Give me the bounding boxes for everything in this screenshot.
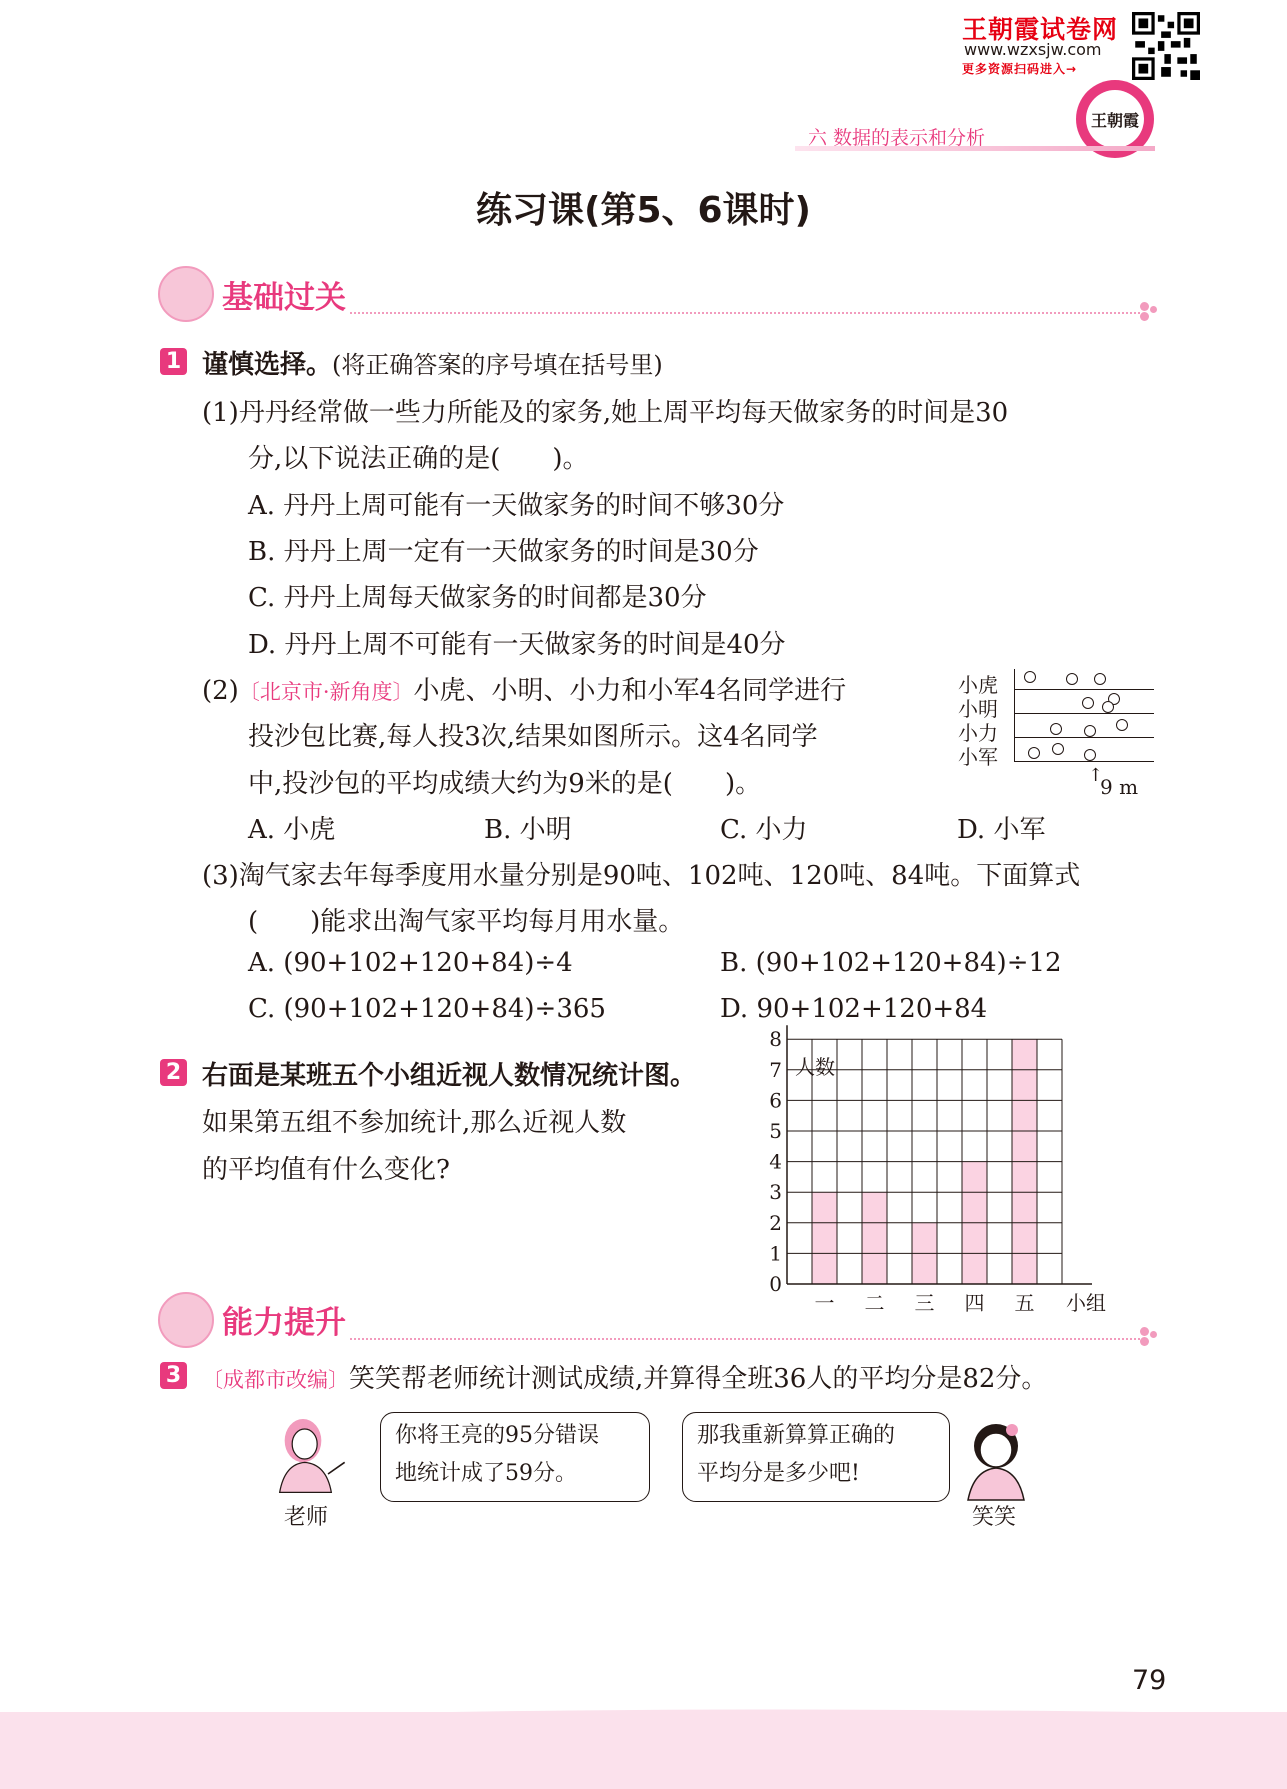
bar [812,1192,837,1284]
question-number: 2 [160,1059,187,1086]
throw-dot-plot [958,665,1158,805]
question-number: 3 [160,1362,187,1389]
qr-code-icon [1132,12,1200,80]
dot-plot-point [1066,673,1078,685]
q1-2-option-c: C. 小力 [720,815,808,845]
section-title-advanced: 能力提升 [222,1305,346,1341]
q1-1-line2: 分,以下说法正确的是( )。 [248,444,589,474]
bar [862,1192,887,1284]
y-tick-label: 8 [769,1027,782,1052]
question-1-title: 谨慎选择。 [202,350,333,380]
x-tick-label: 五 [1014,1291,1035,1315]
student-figure-icon [955,1420,1035,1500]
q1-3-line1: (3)淘气家去年每季度用水量分别是90吨、102吨、120吨、84吨。下面算式 [202,861,1081,891]
q1-2-text: 小虎、小明、小力和小军4名同学进行 [413,676,847,706]
q1-1-option-d: D. 丹丹上周不可能有一天做家务的时间是40分 [248,630,786,660]
q1-3-option-d: D. 90+102+120+84 [720,994,988,1024]
q1-2-option-b: B. 小明 [484,815,572,845]
teacher-speech-line: 地统计成了59分。 [395,1461,577,1486]
section-mascot-icon [158,1292,214,1348]
q1-1-line1: (1)丹丹经常做一些力所能及的家务,她上周平均每天做家务的时间是30 [202,398,1009,428]
y-axis-label: 人数 [795,1055,835,1079]
dot-plot-point [1082,697,1094,709]
dot-plot-line [1014,713,1154,714]
q1-2-line2: 投沙包比赛,每人投3次,结果如图所示。这4名同学 [248,722,818,752]
q1-2-option-a: A. 小虎 [248,815,336,845]
dot-plot-name: 小力 [958,721,998,745]
teacher-speech-line: 你将王亮的95分错误 [395,1423,599,1448]
section-divider [350,312,1140,314]
section-dot [1140,1327,1149,1336]
x-tick-label: 一 [814,1291,835,1315]
y-tick-label: 3 [769,1180,782,1205]
q1-3-option-c: C. (90+102+120+84)÷365 [248,994,606,1024]
teacher-figure-icon [268,1408,348,1500]
q1-3-option-a: A. (90+102+120+84)÷4 [248,948,573,978]
brand-name: 王朝霞试卷网 [962,15,1119,44]
student-label: 笑笑 [972,1505,1017,1530]
student-speech-bubble [682,1412,950,1502]
x-tick-label: 三 [914,1291,935,1315]
section-mascot-icon [158,266,214,322]
section-title-basic: 基础过关 [222,280,346,316]
student-speech-line: 那我重新算算正确的 [697,1423,896,1448]
x-tick-label: 二 [864,1291,885,1315]
section-divider [350,1338,1140,1340]
dot-plot-line [1014,737,1154,738]
dot-plot-name: 小明 [958,697,998,721]
teacher-label: 老师 [284,1505,329,1530]
y-tick-label: 5 [769,1119,782,1143]
dot-plot-point [1028,747,1040,759]
q1-1-option-b: B. 丹丹上周一定有一天做家务的时间是30分 [248,537,759,567]
y-tick-label: 7 [769,1057,782,1082]
q3-source: 〔成都市改编〕 [202,1368,349,1392]
y-tick-label: 2 [769,1210,782,1235]
q1-2-source: 〔北京市·新角度〕 [238,680,414,704]
brand-seal-text: 王朝霞 [1086,90,1144,148]
brand-url: www.wzxsjw.com [964,40,1102,59]
page-number: 79 [1132,1665,1167,1696]
y-tick-label: 0 [769,1272,782,1296]
q1-1-option-c: C. 丹丹上周每天做家务的时间都是30分 [248,583,707,613]
dot-plot-line [1014,761,1154,762]
question-2-line2: 如果第五组不参加统计,那么近视人数 [202,1108,627,1138]
section-dot [1140,302,1149,311]
question-1-note: (将正确答案的序号填在括号里) [332,351,663,379]
chapter-title: 六 数据的表示和分析 [808,127,986,149]
dot-plot-point [1094,673,1106,685]
y-tick-label: 1 [769,1241,782,1266]
dot-plot-marker: 9 m [1100,775,1139,799]
q1-1-option-a: A. 丹丹上周可能有一天做家务的时间不够30分 [248,491,785,521]
q1-3-option-b: B. (90+102+120+84)÷12 [720,948,1062,978]
q1-2-line3: 中,投沙包的平均成绩大约为9米的是( )。 [248,769,762,799]
dot-plot-point [1052,743,1064,755]
student-speech-line: 平均分是多少吧! [697,1461,860,1486]
question-number: 1 [160,348,187,375]
up-arrow-icon: ↑ [1088,765,1104,786]
q1-3-line2: ( )能求出淘气家平均每月用水量。 [248,907,685,937]
y-tick-label: 4 [769,1149,782,1174]
myopia-bar-chart [760,1027,1160,1320]
q3-body: 笑笑帮老师统计测试成绩,并算得全班36人的平均分是82分。 [349,1364,1048,1394]
teacher-speech-bubble [380,1412,650,1502]
question-2-line3: 的平均值有什么变化? [202,1155,450,1185]
dot-plot-axis [1014,669,1015,761]
footer-band [0,1712,1287,1789]
y-tick-label: 6 [769,1088,782,1113]
section-dot [1140,312,1149,321]
question-3-text [202,1358,1047,1395]
x-axis-label: 小组 [1066,1291,1106,1315]
brand-more: 更多资源扫码进入→ [962,62,1078,76]
question-2-head: 右面是某班五个小组近视人数情况统计图。 [202,1061,697,1091]
dot-plot-line [1014,689,1154,690]
q1-2-option-d: D. 小军 [957,815,1046,845]
question-1-head [202,344,663,381]
dot-plot-point [1084,725,1096,737]
dot-plot-name: 小军 [958,745,998,769]
section-dot [1140,1337,1149,1346]
q1-2-prefix: (2) [202,676,239,706]
dot-plot-name: 小虎 [958,673,998,697]
dot-plot-point [1024,671,1036,683]
q1-2-line1 [202,670,846,707]
dot-plot-point [1084,749,1096,761]
dot-plot-point [1050,723,1062,735]
dot-plot-point [1116,719,1128,731]
x-tick-label: 四 [964,1291,985,1315]
page-title: 练习课(第5、6课时) [475,190,811,231]
section-dot [1150,1331,1157,1338]
dot-plot-point [1102,701,1114,713]
section-dot [1150,306,1157,313]
